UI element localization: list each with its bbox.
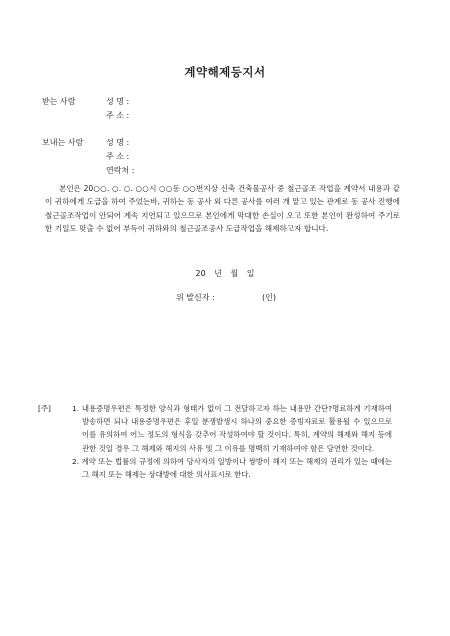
recipient-address-label: 주 소 : [106,111,130,120]
recipient-label: 받는 사람 [42,97,76,106]
note-item-1: 1. 내용증명우편은 특정한 양식과 형태가 없이 그 전달하고자 하는 내용만 간단?명료하게 기재하여 발송하면 되나 내용증명우편은 후일 분쟁발생시 하나의 중요한 증빙자료로 활용될 수 있으므로 이를 유의하여 어느 정도의 형식을 갖추어 작성하여야 할 것이다. 특히, 계약의 해제와 해지 등에 관한 것일 경우 그 해제와 해지의 사유 및 그 이유를 명백히 기재하여야 함은 당연한 것이다. [72,404,392,453]
document-title: 계약해제등지서 [184,65,266,79]
signer-label: 위 발신자 : [176,293,215,302]
signer-line [176,292,276,303]
notes-bracket: [주] [38,404,51,413]
sender-address-label: 주 소 : [106,152,130,161]
sender-phone-label: 연락처 : [106,166,135,175]
sender-label: 보내는 사람 [42,138,84,147]
note-item-2: 2. 계약 또는 법률의 규정에 의하여 당사자의 일방이나 쌍방이 해지 또는 해제의 권리가 있는 때에는 그 해지 또는 해제는 상대방에 대한 의사표시로 한다. [72,457,392,480]
seal-mark: (인) [262,293,276,302]
recipient-name-label: 성 명 : [106,97,130,106]
date-line: 20 년 월 일 [195,269,255,278]
sender-name-label: 성 명 : [106,138,130,147]
body-paragraph: 본인은 20○○. ○. ○. ○○시 ○○동 ○○번지상 신축 건축물공사 중 철근골조 작업을 계약서 내용과 같이 귀하에게 도급을 하여 주었는바, 귀하는 동 공사 외 다른 공사를 여러 개 맡고 있는 관계로 동 공사 진행에 철근골조작업이 안되어 계속 지연되고 있으므로 본인에게 막대한 손실이 오고 또한 본인이 완성하여 주기로 한 기일도 맞출 수 없어 부득이 귀하와의 철근골조공사 도급작업을 해제하고자 합니다. [45,184,400,234]
